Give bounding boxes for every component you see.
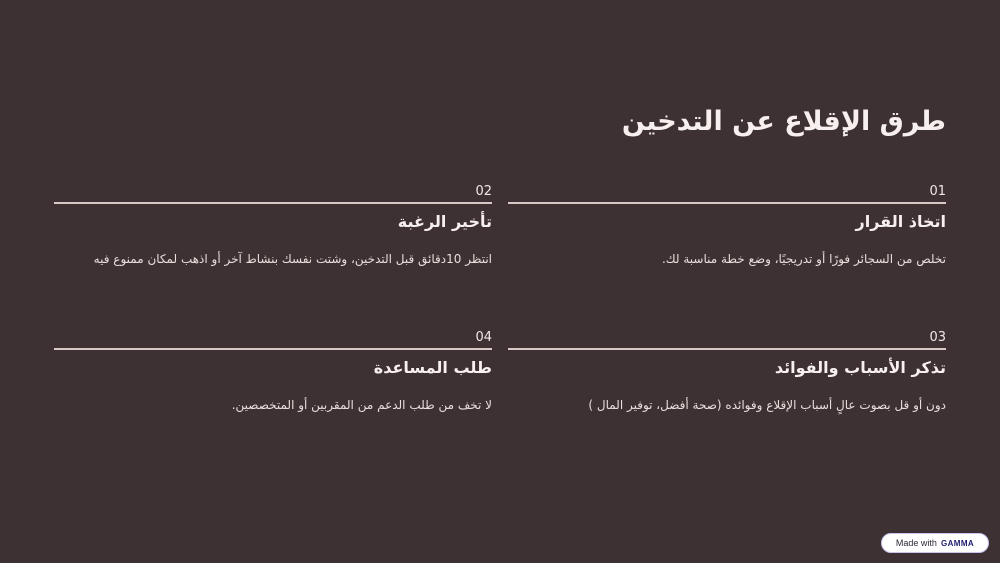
- step-number: 01: [929, 184, 946, 199]
- step-description: دون أو قل بصوت عالٍ أسباب الإقلاع وفوائده (صحة أفضل، توفير المال ): [588, 398, 946, 412]
- step-description: تخلص من السجائر فورًا أو تدريجيًا، وضع خطة مناسبة لك.: [661, 252, 946, 266]
- badge-prefix: Made with: [895, 538, 937, 548]
- divider-line: [54, 202, 492, 204]
- step-number: 03: [929, 330, 946, 345]
- made-with-gamma-badge[interactable]: [881, 533, 989, 553]
- step-number: 02: [475, 184, 492, 199]
- gamma-logo: GAMMA: [940, 538, 975, 548]
- divider-line: [508, 202, 946, 204]
- step-description: لا تخف من طلب الدعم من المقربين أو المتخصصين.: [231, 398, 492, 412]
- step-heading: تذكر الأسباب والفوائد: [774, 358, 946, 377]
- step-description: انتظر 10دقائق قبل التدخين، وشتت نفسك بنشاط آخر أو اذهب لمكان ممنوع فيه: [93, 252, 492, 266]
- divider-line: [54, 348, 492, 350]
- step-heading: طلب المساعدة: [373, 358, 492, 377]
- divider-line: [508, 348, 946, 350]
- step-number: 04: [475, 330, 492, 345]
- step-heading: اتخاذ القرار: [855, 212, 946, 231]
- step-heading: تأخير الرغبة: [397, 212, 492, 231]
- slide-title: طرق الإقلاع عن التدخين: [621, 106, 946, 137]
